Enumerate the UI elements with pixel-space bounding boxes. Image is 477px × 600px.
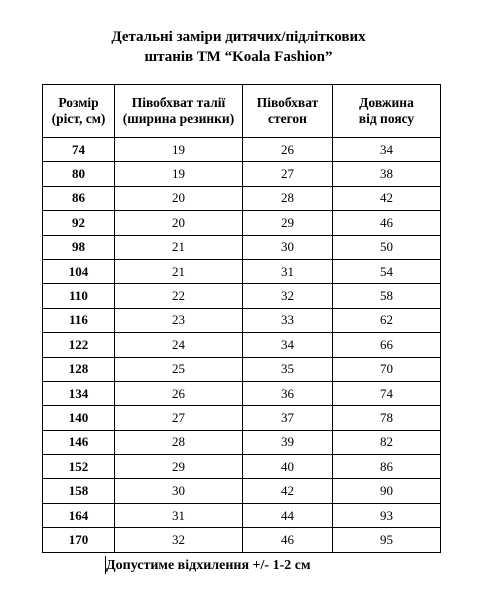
header-length-line1: Довжина — [359, 95, 414, 110]
document-title-line1: Детальні заміри дитячих/підліткових — [111, 29, 366, 45]
cell-hips: 39 — [243, 430, 333, 454]
cell-waist: 24 — [115, 333, 243, 357]
table-row — [43, 186, 441, 210]
header-hips-line1: Півобхват — [256, 95, 319, 110]
table-row — [43, 284, 441, 308]
cell-size: 110 — [43, 284, 115, 308]
cell-hips: 36 — [243, 381, 333, 405]
header-waist-line1: Півобхват талії — [131, 95, 226, 110]
table-row — [43, 479, 441, 503]
cell-hips: 29 — [243, 211, 333, 235]
header-size — [43, 85, 115, 138]
cell-hips: 30 — [243, 235, 333, 259]
cell-waist: 19 — [115, 138, 243, 162]
cell-size: 128 — [43, 357, 115, 381]
table-row — [43, 162, 441, 186]
cell-size: 86 — [43, 186, 115, 210]
cell-waist: 29 — [115, 455, 243, 479]
header-waist-line2: (ширина резинки) — [122, 111, 235, 126]
cell-hips: 44 — [243, 503, 333, 527]
cell-size: 122 — [43, 333, 115, 357]
header-hips — [243, 85, 333, 138]
header-length — [333, 85, 441, 138]
cell-size: 134 — [43, 381, 115, 405]
cell-size: 158 — [43, 479, 115, 503]
table-row — [43, 455, 441, 479]
cell-hips: 35 — [243, 357, 333, 381]
cell-length: 50 — [333, 235, 441, 259]
cell-hips: 40 — [243, 455, 333, 479]
cell-waist: 23 — [115, 308, 243, 332]
cell-hips: 37 — [243, 406, 333, 430]
cell-hips: 46 — [243, 528, 333, 552]
table-row — [43, 235, 441, 259]
cell-size: 140 — [43, 406, 115, 430]
cell-waist: 30 — [115, 479, 243, 503]
table-row — [43, 138, 441, 162]
cell-waist: 26 — [115, 381, 243, 405]
table-row — [43, 381, 441, 405]
tolerance-note: Допустиме відхилення +/- 1-2 см — [106, 558, 311, 573]
cell-waist: 27 — [115, 406, 243, 430]
cell-hips: 26 — [243, 138, 333, 162]
table-row — [43, 528, 441, 552]
cell-hips: 33 — [243, 308, 333, 332]
header-size-line2: (ріст, см) — [51, 111, 106, 126]
cell-hips: 34 — [243, 333, 333, 357]
cell-waist: 32 — [115, 528, 243, 552]
cell-size: 104 — [43, 259, 115, 283]
table-row — [43, 333, 441, 357]
table-row — [43, 503, 441, 527]
table-row — [43, 211, 441, 235]
cell-length: 86 — [333, 455, 441, 479]
cell-size: 98 — [43, 235, 115, 259]
cell-length: 34 — [333, 138, 441, 162]
cell-length: 46 — [333, 211, 441, 235]
header-size-line1: Розмір — [58, 95, 99, 110]
cell-length: 66 — [333, 333, 441, 357]
cell-waist: 25 — [115, 357, 243, 381]
cell-waist: 19 — [115, 162, 243, 186]
header-hips-line2: стегон — [268, 111, 307, 126]
cell-size: 170 — [43, 528, 115, 552]
cell-length: 42 — [333, 186, 441, 210]
table-row — [43, 259, 441, 283]
cell-hips: 31 — [243, 259, 333, 283]
table-row — [43, 308, 441, 332]
cell-waist: 22 — [115, 284, 243, 308]
cell-hips: 32 — [243, 284, 333, 308]
cell-length: 74 — [333, 381, 441, 405]
cell-size: 80 — [43, 162, 115, 186]
cell-hips: 28 — [243, 186, 333, 210]
cell-length: 93 — [333, 503, 441, 527]
cell-length: 82 — [333, 430, 441, 454]
size-table — [42, 84, 441, 553]
cell-size: 146 — [43, 430, 115, 454]
cell-waist: 21 — [115, 259, 243, 283]
table-row — [43, 406, 441, 430]
document-title-line2: штанів ТМ “Koala Fashion” — [144, 49, 333, 65]
cell-length: 70 — [333, 357, 441, 381]
header-length-line2: від поясу — [358, 111, 415, 126]
table-body — [43, 138, 441, 553]
cell-waist: 21 — [115, 235, 243, 259]
cell-waist: 20 — [115, 186, 243, 210]
cell-size: 116 — [43, 308, 115, 332]
cell-length: 90 — [333, 479, 441, 503]
cell-size: 74 — [43, 138, 115, 162]
cell-hips: 42 — [243, 479, 333, 503]
cell-length: 38 — [333, 162, 441, 186]
table-header-row — [43, 85, 441, 138]
cell-waist: 20 — [115, 211, 243, 235]
cell-length: 54 — [333, 259, 441, 283]
cell-length: 95 — [333, 528, 441, 552]
cell-waist: 28 — [115, 430, 243, 454]
table-row — [43, 357, 441, 381]
cell-length: 58 — [333, 284, 441, 308]
header-waist — [115, 85, 243, 138]
cell-hips: 27 — [243, 162, 333, 186]
table-row — [43, 430, 441, 454]
cell-length: 62 — [333, 308, 441, 332]
cell-waist: 31 — [115, 503, 243, 527]
cell-size: 92 — [43, 211, 115, 235]
cell-length: 78 — [333, 406, 441, 430]
cell-size: 164 — [43, 503, 115, 527]
cell-size: 152 — [43, 455, 115, 479]
